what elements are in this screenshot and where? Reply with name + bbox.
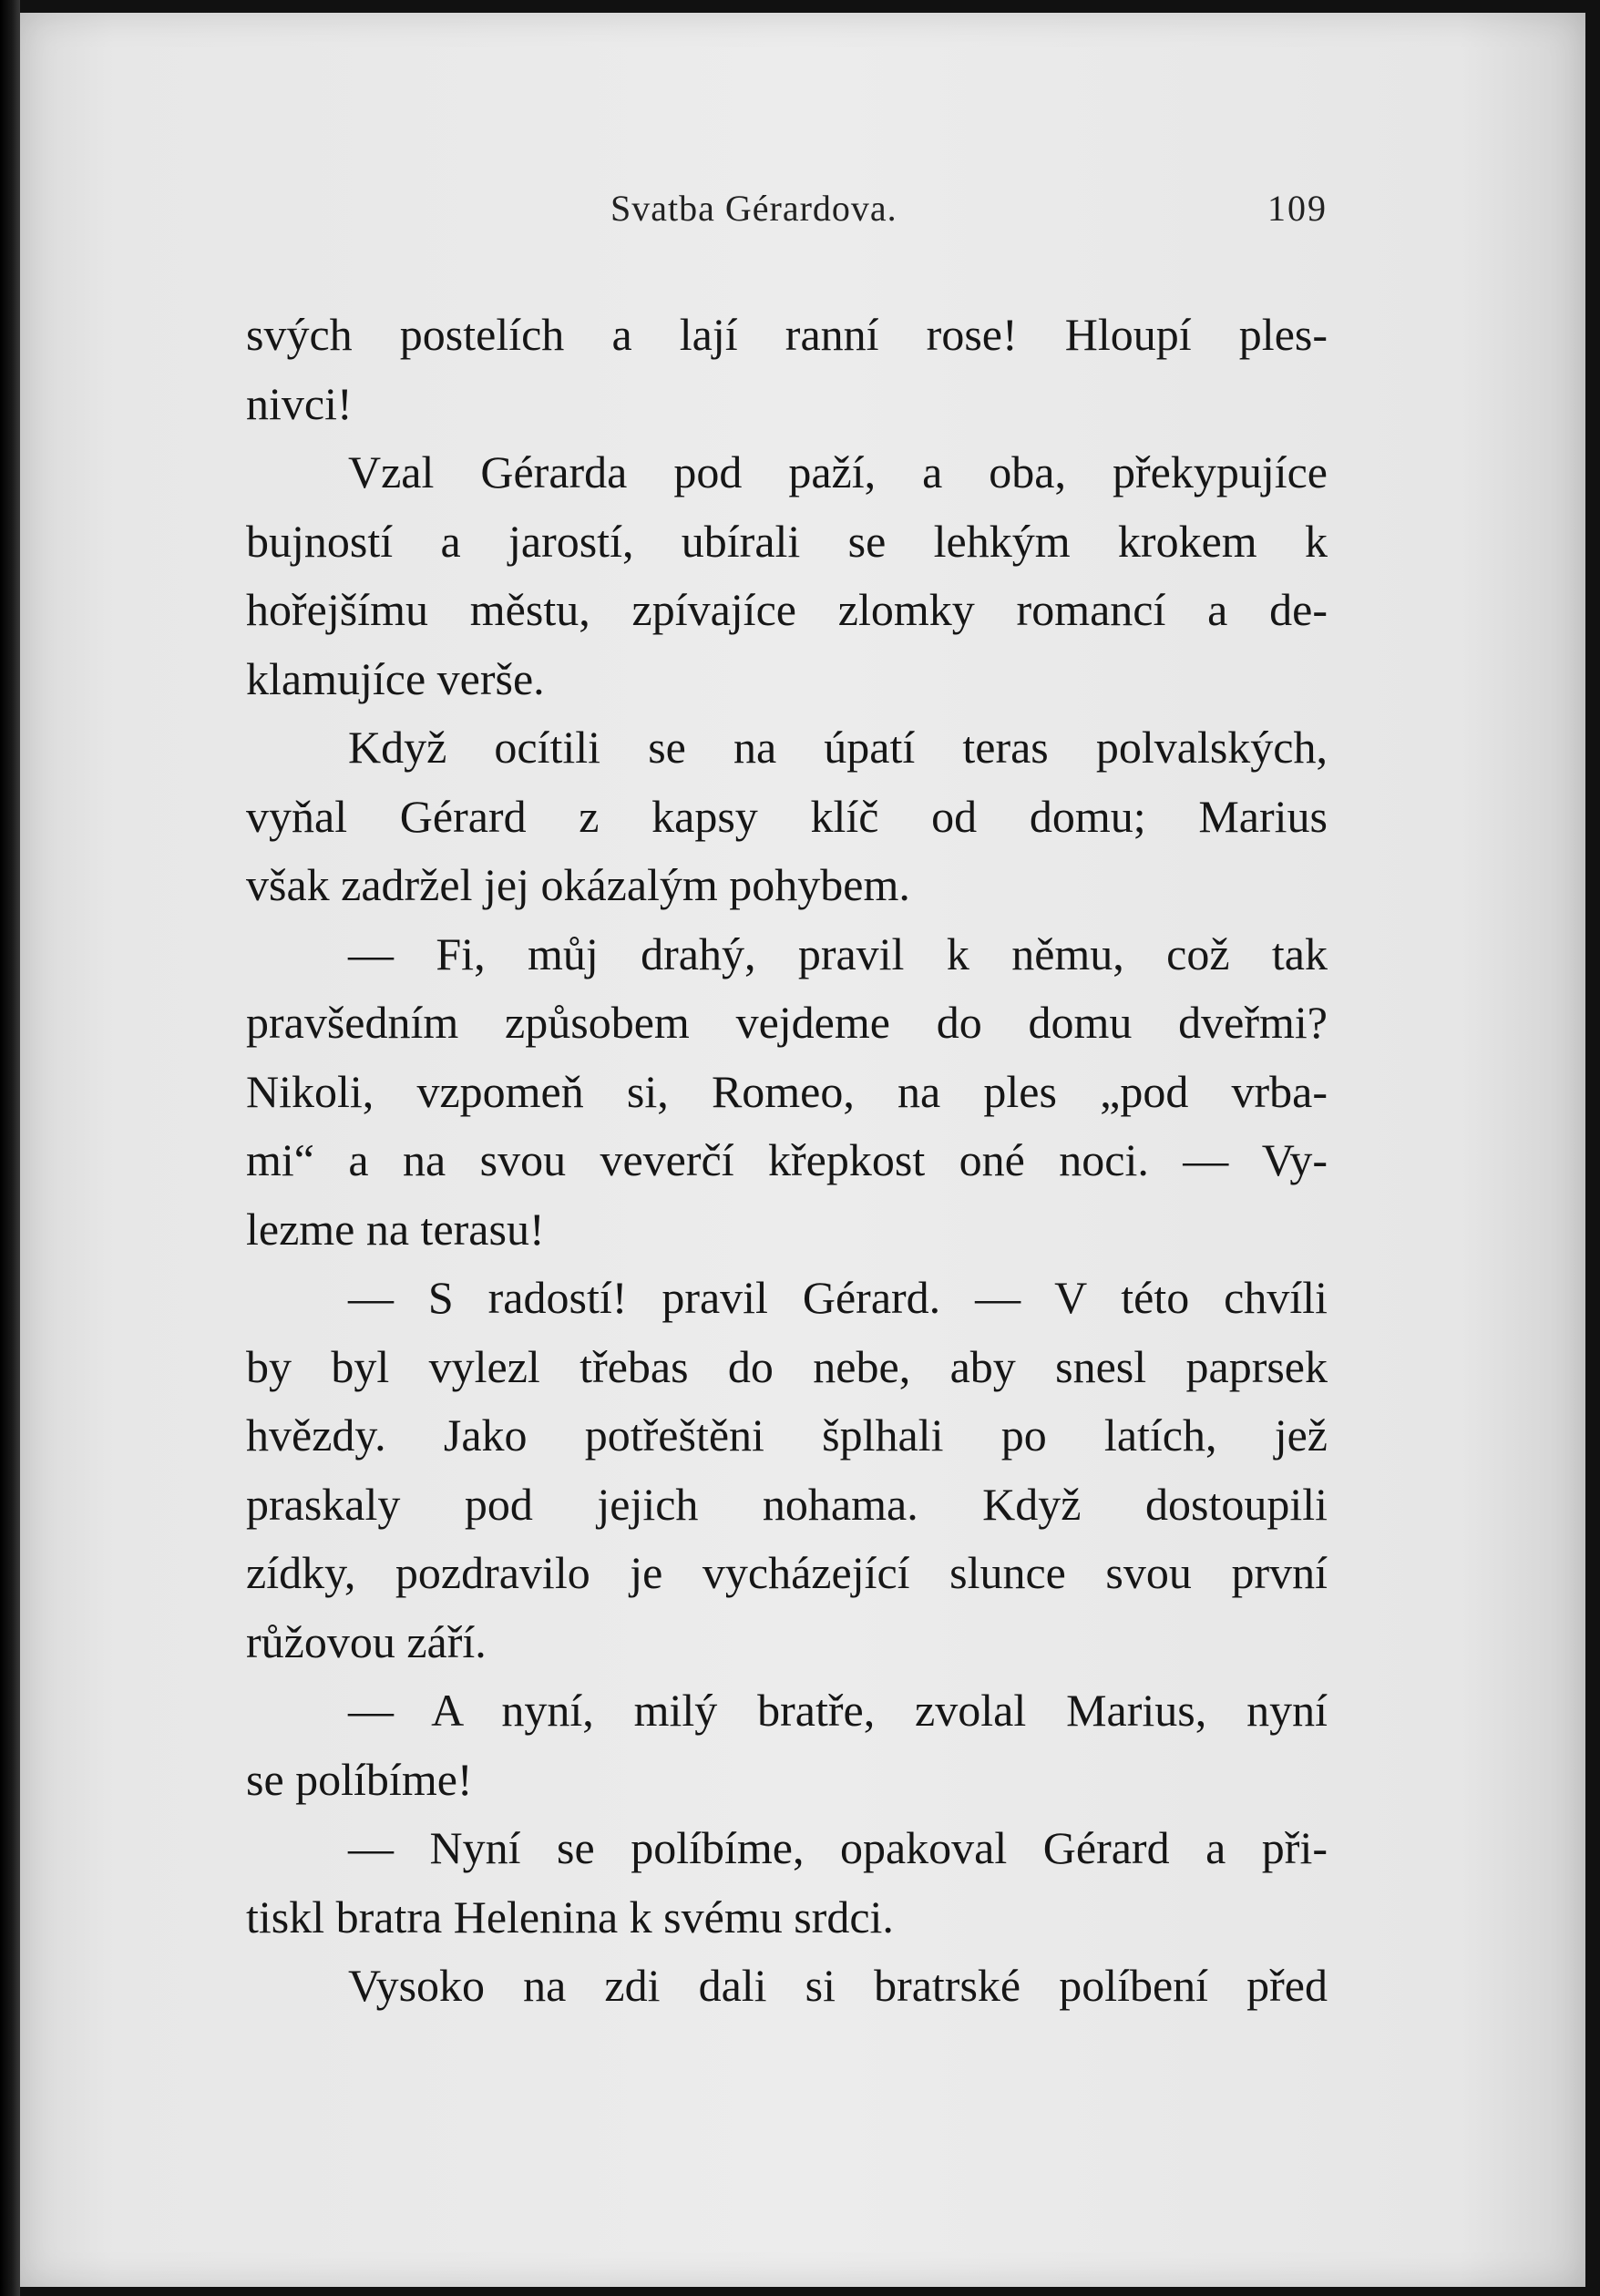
text-line: Nikoli, vzpomeň si, Romeo, na ples „pod vrba- — [246, 1065, 1328, 1117]
page-number: 109 — [1267, 188, 1328, 229]
text-line: hvězdy. Jako potřeštěni šplhali po latích, jež — [246, 1409, 1328, 1461]
text-line: — A nyní, milý bratře, zvolal Marius, nyní — [348, 1685, 1328, 1736]
book-binding-edge — [0, 0, 20, 2296]
body-text — [246, 301, 1328, 2021]
text-line: se políbíme! — [246, 1753, 473, 1805]
text-line: však zadržel jej okázalým pohybem. — [246, 859, 910, 910]
text-line: klamujíce verše. — [246, 652, 545, 704]
text-line: bujností a jarostí, ubírali se lehkým krokem k — [246, 515, 1328, 567]
text-line: — Nyní se políbíme, opakoval Gérard a při- — [348, 1822, 1328, 1873]
text-line: nivci! — [246, 377, 353, 429]
running-title: Svatba Gérardova. — [610, 188, 897, 229]
text-line: lezme na terasu! — [246, 1203, 545, 1255]
text-line: tiskl bratra Helenina k svému srdci. — [246, 1891, 894, 1942]
text-line: růžovou září. — [246, 1615, 487, 1667]
running-head — [246, 187, 1328, 241]
text-line: praskaly pod jejich nohama. Když dostoupili — [246, 1478, 1328, 1530]
text-line: hořejšímu městu, zpívajíce zlomky romancí a de- — [246, 584, 1328, 635]
text-line: Vysoko na zdi dali si bratrské políbení před — [348, 1960, 1328, 2011]
text-line: vyňal Gérard z kapsy klíč od domu; Marius — [246, 790, 1328, 842]
text-line: — S radostí! pravil Gérard. — V této chvíli — [348, 1272, 1328, 1323]
text-line: Vzal Gérarda pod paží, a oba, překypujíce — [348, 446, 1328, 497]
text-line: pravšedním způsobem vejdeme do domu dveřmi? — [246, 997, 1328, 1048]
text-line: mi“ a na svou veverčí křepkost oné noci. — Vy- — [246, 1134, 1328, 1185]
text-line: Když ocítili se na úpatí teras polvalských, — [348, 722, 1328, 773]
text-line: — Fi, můj drahý, pravil k němu, což tak — [348, 928, 1328, 979]
text-line: by byl vylezl třebas do nebe, aby snesl paprsek — [246, 1340, 1328, 1392]
text-line: zídky, pozdravilo je vycházející slunce svou první — [246, 1547, 1328, 1598]
text-line: svých postelích a lají ranní rose! Hloupí ples- — [246, 309, 1328, 360]
